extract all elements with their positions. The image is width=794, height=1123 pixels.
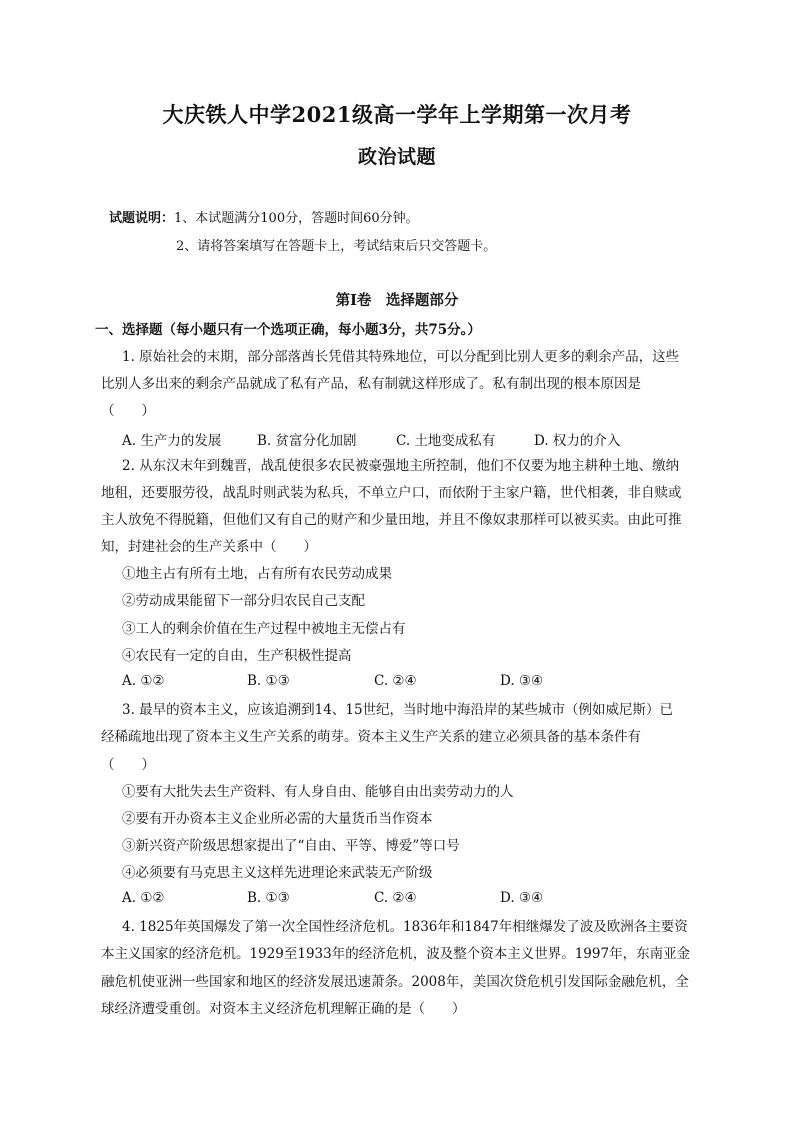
instruction-item: 1、本试题满分100分，答题时间60分钟。: [174, 211, 419, 226]
question-2-text: 地租，还要服劳役，战乱时则武装为私兵，不单立户口，而依附于主家户籍，世代相袭，非自赎或: [101, 485, 682, 501]
question-3-item: ④必须要有马克思主义这样先进理论来武装无产阶级: [122, 865, 433, 881]
question-3-item: ②要有开办资本主义企业所必需的大量货币当作资本: [122, 811, 433, 827]
question-2-text: 知，封建社会的生产关系中（ ）: [101, 539, 317, 555]
question-2-text: 主人放免不得脱籍，但他们又有自己的财产和少量田地，并且不像奴隶那样可以被买卖。由此可推: [101, 512, 682, 528]
option-a: A. 生产力的发展: [122, 433, 222, 449]
instructions-label: 试题说明：: [109, 211, 175, 226]
question-3-text: （ ）: [101, 757, 155, 773]
question-3-item: ③新兴资产阶级思想家提出了“自由、平等、博爱”等口号: [122, 838, 460, 854]
subject-title: 政治试题: [357, 146, 436, 168]
question-4-text: 球经济遭受重创。对资本主义经济危机理解正确的是（ ）: [101, 1001, 466, 1017]
instructions-line-1: [109, 207, 419, 226]
option-b: B. ①③: [247, 673, 290, 689]
question-1-text: （ ）: [101, 403, 155, 419]
question-3-text: 经稀疏地出现了资本主义生产关系的萌芽。资本主义生产关系的建立必须具备的基本条件有: [101, 729, 641, 745]
question-2-item: ③工人的剩余价值在生产过程中被地主无偿占有: [122, 621, 406, 637]
instruction-item: 2、请将答案填写在答题卡上，考试结束后只交答题卡。: [176, 239, 497, 254]
option-c: C. ②④: [374, 890, 417, 906]
option-c: C. 土地变成私有: [396, 433, 496, 449]
part-heading: 一、选择题（每小题只有一个选项正确，每小题3分，共75分。）: [95, 322, 481, 338]
question-1-text: 比别人多出来的剩余产品就成了私有产品，私有制就这样形成了。私有制出现的根本原因是: [101, 376, 641, 392]
question-1-text: 1. 原始社会的末期，部分部落酋长凭借其特殊地位，可以分配到比别人更多的剩余产品，这些: [122, 349, 680, 365]
question-2-item: ①地主占有所有土地，占有所有农民劳动成果: [122, 566, 392, 582]
option-d: D. ③④: [500, 673, 544, 689]
question-4-text: 融危机使亚洲一些国家和地区的经济发展迅速萧条。2008年，美国次贷危机引发国际金融危机，全: [101, 974, 689, 990]
question-3-text: 3. 最早的资本主义，应该追溯到14、15世纪，当时地中海沿岸的某些城市（例如威尼斯）已: [122, 702, 674, 718]
option-d: D. 权力的介入: [534, 433, 621, 449]
option-b: B. ①③: [247, 890, 290, 906]
exam-title: 大庆铁人中学2021级高一学年上学期第一次月考: [162, 102, 632, 127]
question-3-item: ①要有大批失去生产资料、有人身自由、能够自由出卖劳动力的人: [122, 784, 514, 800]
question-4-text: 4. 1825年英国爆发了第一次全国性经济危机。1836年和1847年相继爆发了波及欧洲各主要资: [122, 919, 688, 935]
option-a: A. ①②: [122, 673, 165, 689]
option-d: D. ③④: [500, 890, 544, 906]
question-4-text: 本主义国家的经济危机。1929至1933年的经济危机，波及整个资本主义世界。1997年，东南亚金: [101, 946, 691, 962]
option-c: C. ②④: [374, 673, 417, 689]
section-title: 第Ⅰ卷 选择题部分: [335, 292, 459, 309]
question-2-text: 2. 从东汉末年到魏晋，战乱使很多农民被豪强地主所控制，他们不仅要为地主耕种土地、缴纳: [122, 458, 680, 474]
question-2-item: ④农民有一定的自由，生产积极性提高: [122, 648, 352, 664]
question-2-item: ②劳动成果能留下一部分归农民自己支配: [122, 593, 365, 609]
option-a: A. ①②: [122, 890, 165, 906]
option-b: B. 贫富分化加剧: [257, 433, 357, 449]
